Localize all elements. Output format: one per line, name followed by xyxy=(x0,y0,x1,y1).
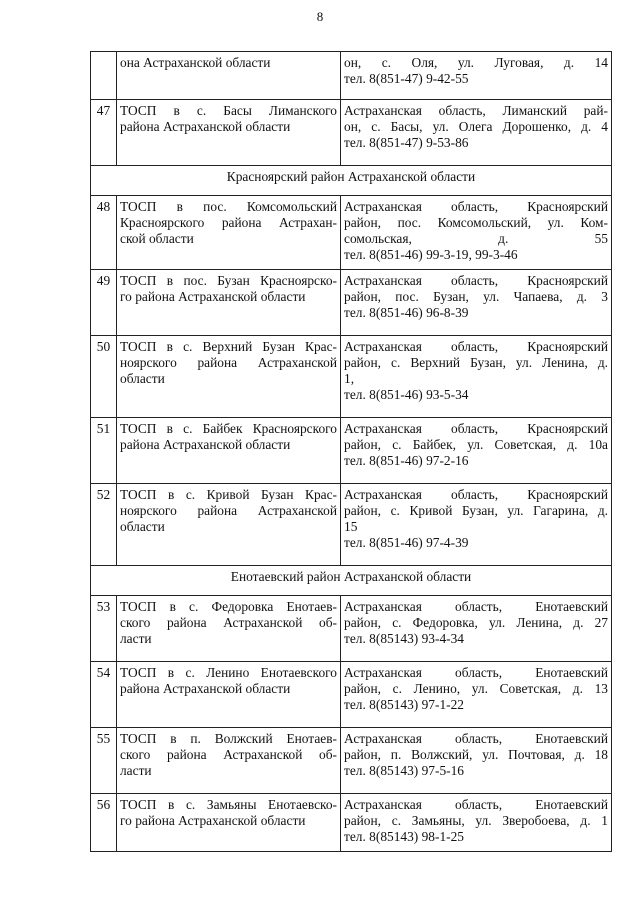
branch-address-cell xyxy=(341,196,612,270)
row-number: 56 xyxy=(91,794,117,852)
address-line: тел. 8(851-46) 99-3-19, 99-3-46 xyxy=(344,247,518,262)
name-line: ТОСП в с. Замьяны Енотаевско- xyxy=(120,797,337,812)
table-row xyxy=(91,728,612,794)
name-line: ТОСП в п. Волжский Енотаев- xyxy=(120,731,337,746)
row-number: 54 xyxy=(91,662,117,728)
name-line: района Астраханской области xyxy=(120,681,291,696)
address-line: 1, xyxy=(344,371,355,386)
address-line: Астраханская область, Красноярский xyxy=(344,199,608,214)
branch-name-cell xyxy=(117,794,341,852)
row-number xyxy=(91,52,117,100)
row-number: 50 xyxy=(91,336,117,418)
address-line: район, пос. Комсомольский, ул. Ком- xyxy=(344,215,608,230)
address-line: тел. 8(851-46) 97-2-16 xyxy=(344,453,469,468)
name-line: Красноярского района Астрахан- xyxy=(120,215,337,230)
address-line: тел. 8(851-47) 9-53-86 xyxy=(344,135,469,150)
name-line: области xyxy=(120,519,165,534)
name-line: ласти xyxy=(120,763,152,778)
branch-address-cell xyxy=(341,794,612,852)
name-line: го района Астраханской области xyxy=(120,813,306,828)
address-line: Астраханская область, Енотаевский xyxy=(344,797,608,812)
branch-name-cell xyxy=(117,52,341,100)
name-line: ТОСП в с. Кривой Бузан Крас- xyxy=(120,487,337,502)
row-number: 47 xyxy=(91,100,117,166)
table-body xyxy=(91,52,612,852)
address-line: Астраханская область, Красноярский xyxy=(344,421,608,436)
name-line: ласти xyxy=(120,631,152,646)
branch-name-cell xyxy=(117,596,341,662)
name-line: ТОСП в с. Федоровка Енотаев- xyxy=(120,599,337,614)
address-line: тел. 8(851-46) 97-4-39 xyxy=(344,535,469,550)
section-row xyxy=(91,566,612,596)
address-line: он, с. Басы, ул. Олега Дорошенко, д. 4 xyxy=(344,119,608,134)
branch-name-cell xyxy=(117,728,341,794)
branch-name-cell xyxy=(117,270,341,336)
address-line: район, с. Байбек, ул. Советская, д. 10а xyxy=(344,437,608,452)
address-line: тел. 8(85143) 98-1-25 xyxy=(344,829,465,844)
address-line: Астраханская область, Лиманский рай- xyxy=(344,103,608,118)
name-line: ского района Астраханской об- xyxy=(120,615,337,630)
section-title: Енотаевский район Астраханской области xyxy=(91,566,612,596)
branch-address-cell xyxy=(341,662,612,728)
section-row xyxy=(91,166,612,196)
address-line: тел. 8(851-46) 96-8-39 xyxy=(344,305,469,320)
address-line: район, пос. Бузан, ул. Чапаева, д. 3 xyxy=(344,289,608,304)
branch-name-cell xyxy=(117,484,341,566)
table-row xyxy=(91,596,612,662)
address-line: 15 xyxy=(344,519,358,534)
name-line: го района Астраханской области xyxy=(120,289,306,304)
name-line: ской области xyxy=(120,231,194,246)
address-line: район, п. Волжский, ул. Почтовая, д. 18 xyxy=(344,747,608,762)
name-line: ского района Астраханской об- xyxy=(120,747,337,762)
branch-name-cell xyxy=(117,100,341,166)
name-line: ТОСП в с. Байбек Красноярского xyxy=(120,421,337,436)
table-row xyxy=(91,336,612,418)
address-line: сомольская, д. 55 xyxy=(344,231,608,246)
branch-address-cell xyxy=(341,596,612,662)
name-line: ТОСП в с. Верхний Бузан Крас- xyxy=(120,339,337,354)
name-line: ноярского района Астраханской xyxy=(120,503,337,518)
row-number: 52 xyxy=(91,484,117,566)
name-line: района Астраханской области xyxy=(120,119,291,134)
table-row xyxy=(91,484,612,566)
table-row xyxy=(91,418,612,484)
table-row xyxy=(91,196,612,270)
address-line: тел. 8(85143) 97-1-22 xyxy=(344,697,465,712)
name-line: ТОСП в пос. Комсомольский xyxy=(120,199,337,214)
address-line: район, с. Верхний Бузан, ул. Ленина, д. xyxy=(344,355,608,370)
address-line: район, с. Кривой Бузан, ул. Гагарина, д. xyxy=(344,503,608,518)
name-line: ноярского района Астраханской xyxy=(120,355,337,370)
address-line: тел. 8(851-46) 93-5-34 xyxy=(344,387,469,402)
address-line: тел. 8(85143) 97-5-16 xyxy=(344,763,465,778)
branch-address-cell xyxy=(341,728,612,794)
row-number: 55 xyxy=(91,728,117,794)
address-line: Астраханская область, Енотаевский xyxy=(344,599,608,614)
section-title: Красноярский район Астраханской области xyxy=(91,166,612,196)
branch-table xyxy=(90,51,612,852)
branch-address-cell xyxy=(341,418,612,484)
page-number: 8 xyxy=(316,9,324,24)
name-line: области xyxy=(120,371,165,386)
name-line: района Астраханской области xyxy=(120,437,291,452)
address-line: тел. 8(851-47) 9-42-55 xyxy=(344,71,469,86)
table-row xyxy=(91,100,612,166)
row-number: 51 xyxy=(91,418,117,484)
address-line: Астраханская область, Енотаевский xyxy=(344,731,608,746)
address-line: Астраханская область, Красноярский xyxy=(344,487,608,502)
name-line: она Астраханской области xyxy=(120,55,271,70)
branch-name-cell xyxy=(117,418,341,484)
branch-name-cell xyxy=(117,196,341,270)
name-line: ТОСП в пос. Бузан Красноярско- xyxy=(120,273,337,288)
row-number: 53 xyxy=(91,596,117,662)
branch-address-cell xyxy=(341,270,612,336)
address-line: район, с. Федоровка, ул. Ленина, д. 27 xyxy=(344,615,608,630)
branch-name-cell xyxy=(117,662,341,728)
branch-address-cell xyxy=(341,52,612,100)
name-line: ТОСП в с. Басы Лиманского xyxy=(120,103,337,118)
table-row xyxy=(91,794,612,852)
address-line: он, с. Оля, ул. Луговая, д. 14 xyxy=(344,55,608,70)
name-line: ТОСП в с. Ленино Енотаевского xyxy=(120,665,337,680)
table-row xyxy=(91,52,612,100)
address-line: Астраханская область, Красноярский xyxy=(344,339,608,354)
table-row xyxy=(91,270,612,336)
address-line: тел. 8(85143) 93-4-34 xyxy=(344,631,465,646)
row-number: 48 xyxy=(91,196,117,270)
branch-address-cell xyxy=(341,336,612,418)
branch-address-cell xyxy=(341,100,612,166)
table-row xyxy=(91,662,612,728)
row-number: 49 xyxy=(91,270,117,336)
address-line: Астраханская область, Енотаевский xyxy=(344,665,608,680)
branch-name-cell xyxy=(117,336,341,418)
address-line: район, с. Ленино, ул. Советская, д. 13 xyxy=(344,681,608,696)
address-line: Астраханская область, Красноярский xyxy=(344,273,608,288)
branch-address-cell xyxy=(341,484,612,566)
address-line: район, с. Замьяны, ул. Зверобоева, д. 1 xyxy=(344,813,608,828)
